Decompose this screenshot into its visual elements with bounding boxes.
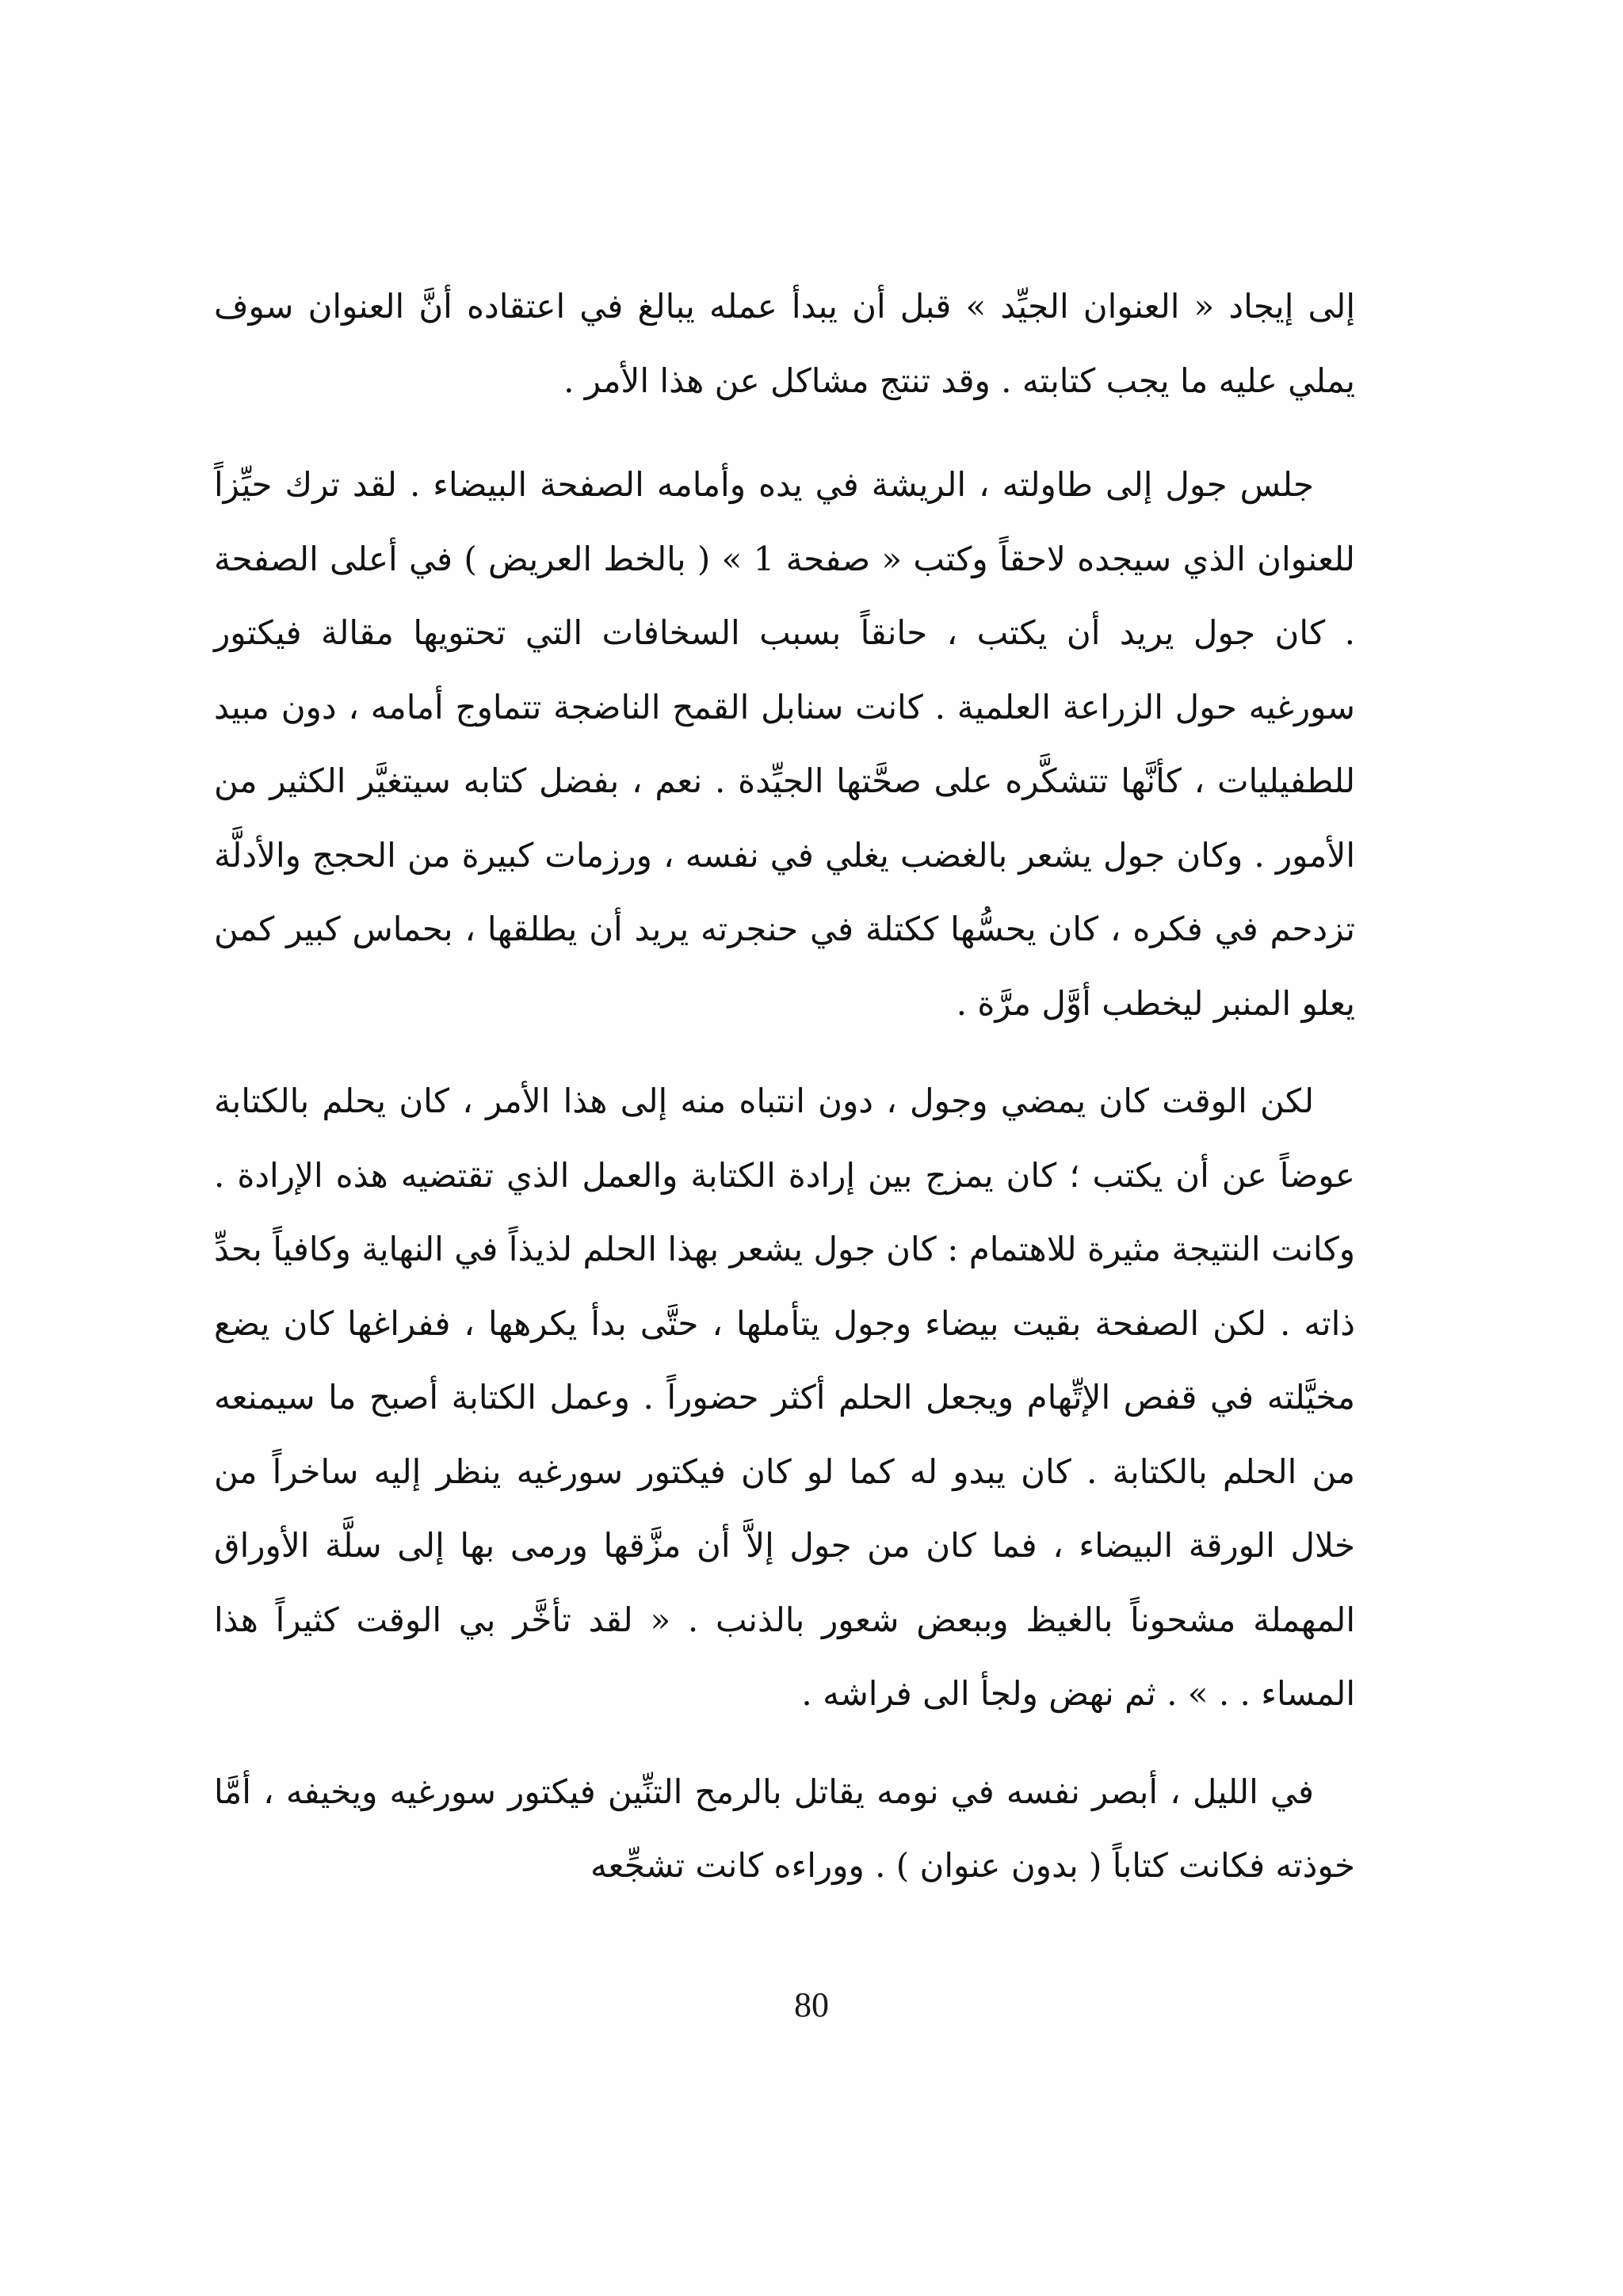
paragraph-night-dream: في الليل ، أبصر نفسه في نومه يقاتل بالرمح التنِّين فيكتور سورغيه ويخيفه ، أمَّا خوذته فكانت كتاباً ( بدون عنوان ) . ووراءه كانت تشجِّعه [214,1772,1355,1885]
body-text [214,269,1355,1903]
paragraph-jules-sits-down: جلس جول إلى طاولته ، الريشة في يده وأمامه الصفحة البيضاء . لقد ترك حيِّزاً للعنوان الذي سيجده لاحقاً وكتب « صفحة 1 » ( بالخط العريض ) في أعلى الصفحة . كان جول يريد أن يكتب ، حانقاً بسبب السخافات التي تحتويها مقالة فيكتور سورغيه حول الزراعة العلمية . كانت سنابل القمح الناضجة تتماوج أمامه ، دون مبيد للطفيليات ، كأنَّها تتشكَّره على صحَّتها الجيِّدة . نعم ، بفضل كتابه سيتغيَّر الكثير من الأمور . وكان جول يشعر بالغضب يغلي في نفسه ، ورزمات كبيرة من الحجج والأدلَّة تزدحم في فكره ، كان يحسُّها ككتلة في حنجرته يريد أن يطلقها ، بحماس كبير كمن يعلو المنبر ليخطب أوَّل مرَّة . [214,465,1355,1023]
page-number: 80 [794,1985,829,2024]
paragraph-time-passing: لكن الوقت كان يمضي وجول ، دون انتباه منه إلى هذا الأمر ، كان يحلم بالكتابة عوضاً عن أن يكتب ؛ كان يمزج بين إرادة الكتابة والعمل الذي تقتضيه هذه الإرادة . وكانت النتيجة مثيرة للاهتمام : كان جول يشعر بهذا الحلم لذيذاً في النهاية وكافياً بحدِّ ذاته . لكن الصفحة بقيت بيضاء وجول يتأملها ، حتَّى بدأ يكرهها ، ففراغها كان يضع مخيَّلته في قفص الإتِّهام ويجعل الحلم أكثر حضوراً . وعمل الكتابة أصبح ما سيمنعه من الحلم بالكتابة . كان يبدو له كما لو كان فيكتور سورغيه ينظر إليه ساخراً من خلال الورقة البيضاء ، فما كان من جول إلاَّ أن مزَّقها ورمى بها إلى سلَّة الأوراق المهملة مشحوناً بالغيظ وببعض شعور بالذنب . « لقد تأخَّر بي الوقت كثيراً هذا المساء . . » . ثم نهض ولجأ الى فراشه . [214,1081,1355,1713]
paragraph-continued: إلى إيجاد « العنوان الجيِّد » قبل أن يبدأ عمله يبالغ في اعتقاده أنَّ العنوان سوف يملي عليه ما يجب كتابته . وقد تنتج مشاكل عن هذا الأمر . [214,287,1355,400]
